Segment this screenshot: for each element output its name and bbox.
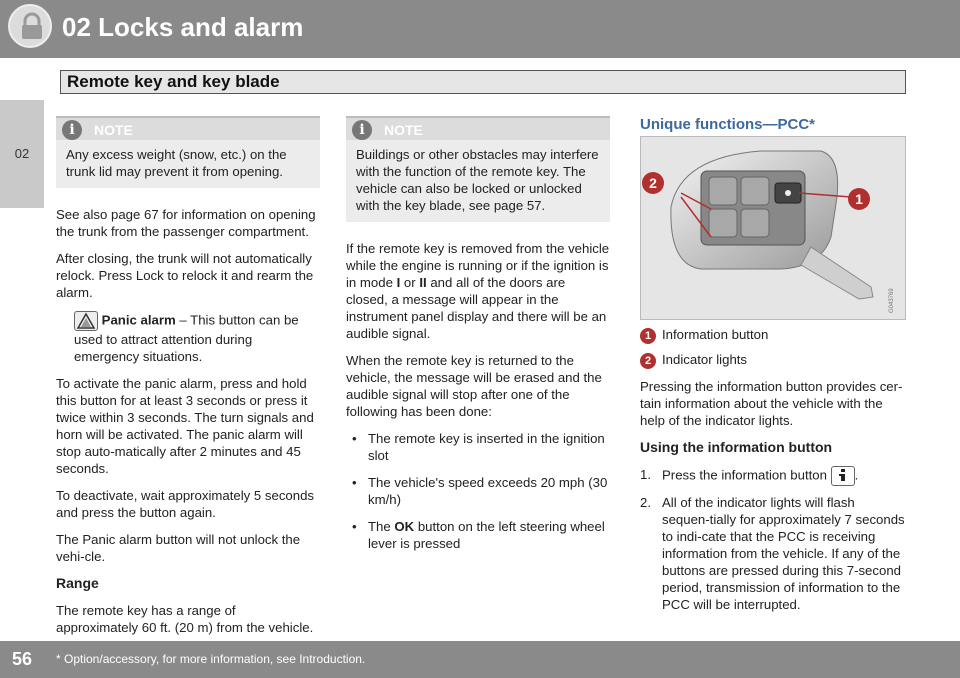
- range-heading: Range: [56, 575, 99, 591]
- note-text: Any excess weight (snow, etc.) on the trunk lid may prevent it from opening.: [66, 147, 287, 179]
- note-box: [56, 116, 320, 188]
- chapter-header-bar: [0, 0, 960, 58]
- info-button-icon: [831, 466, 855, 486]
- condition-list: [346, 430, 610, 552]
- note-label: NOTE: [94, 122, 133, 138]
- column-1: [56, 116, 320, 646]
- list-item: • The remote key is inserted in the ignition slot: [346, 430, 610, 464]
- note-header: [56, 118, 320, 140]
- chapter-tab-label: 02: [14, 146, 30, 161]
- note-text: Buildings or other obstacles may interfere with the function of the remote key. The vehicle can also be locked or unlocked with the key blade, see page 57.: [356, 147, 599, 213]
- column-3: [640, 116, 906, 133]
- steps-list: [640, 466, 906, 613]
- footer-note: * Option/accessory, for more information, see Introduction.: [56, 652, 366, 666]
- legend-text: Information button: [662, 327, 769, 342]
- paragraph: When the remote key is returned to the vehicle, the message will be erased and the audible signal will stop after one of the following has been done:: [346, 353, 602, 419]
- list-item: • The OK button on the left steering wheel lever is pressed: [346, 518, 610, 552]
- chapter-title: 02 Locks and alarm: [62, 12, 304, 42]
- paragraph: Pressing the information button provides cer-tain information about the vehicle with the help of the indicator lights.: [640, 379, 903, 428]
- pcc-heading: Unique functions—PCC*: [640, 116, 815, 133]
- info-icon: i: [62, 120, 82, 140]
- note-box: [346, 116, 610, 222]
- chapter-tab: [0, 100, 44, 208]
- section-title: Remote key and key blade: [67, 72, 280, 91]
- lock-icon: [8, 4, 52, 48]
- range-text: The remote key has a range of approximately 60 ft. (20 m) from the vehicle.: [56, 603, 314, 635]
- warning-triangle-icon: [74, 311, 98, 331]
- list-item: 1. Press the information button .: [640, 466, 906, 486]
- column-3-text: [640, 378, 906, 621]
- page-number: 56: [12, 649, 33, 669]
- paragraph: To activate the panic alarm, press and hold this button for at least 3 seconds or press it twice within 3 seconds. The turn signals and horn will be activated. The panic alarm will stop auto-matically after 2 minutes and 45 seconds.: [56, 376, 314, 476]
- callout-badge-2: 2: [640, 353, 656, 369]
- page-footer: [0, 641, 960, 678]
- pcc-key-figure: [640, 136, 906, 320]
- paragraph: See also page 67 for information on opening the trunk from the passenger compartment.: [56, 207, 316, 239]
- legend-item-2: [640, 352, 747, 369]
- panic-alarm-paragraph: [56, 311, 320, 365]
- paragraph: If the remote key is removed from the vehicle while the engine is running or if the ignition is in mode I or II and all of the doors are closed, a message will appear in the instrument panel display and there will be an audible signal.: [346, 241, 610, 341]
- note-header: [346, 118, 610, 140]
- panic-alarm-text: – This button can be used to attract attention during emergency situations.: [74, 312, 299, 364]
- callout-1: 1: [855, 191, 863, 207]
- note-label: NOTE: [384, 122, 423, 138]
- panic-alarm-label: Panic alarm: [101, 312, 176, 328]
- paragraph: After closing, the trunk will not automatically relock. Press Lock to relock it and rearm the alarm.: [56, 251, 314, 300]
- callout-badge-1: 1: [640, 328, 656, 344]
- column-2: [346, 116, 610, 562]
- info-icon: i: [352, 120, 372, 140]
- paragraph: To deactivate, wait approximately 5 seconds and press the button again.: [56, 488, 315, 520]
- legend-item-1: [640, 327, 768, 344]
- section-title-bar: [60, 70, 906, 94]
- paragraph: The Panic alarm button will not unlock the vehi-cle.: [56, 532, 301, 564]
- figure-code: G043769: [889, 288, 895, 313]
- subheading: Using the information button: [640, 439, 833, 455]
- list-item: 2. All of the indicator lights will flash sequen-tially for approximately 7 seconds to indi-cate that the PCC is receiving information from the vehicle. If any of the buttons are pressed during this 7-second period, transmission of information to the PCC will be interrupted.: [640, 495, 905, 612]
- list-item: • The vehicle's speed exceeds 20 mph (30 km/h): [346, 474, 610, 508]
- legend-text: Indicator lights: [662, 352, 748, 367]
- callout-2: 2: [649, 175, 657, 191]
